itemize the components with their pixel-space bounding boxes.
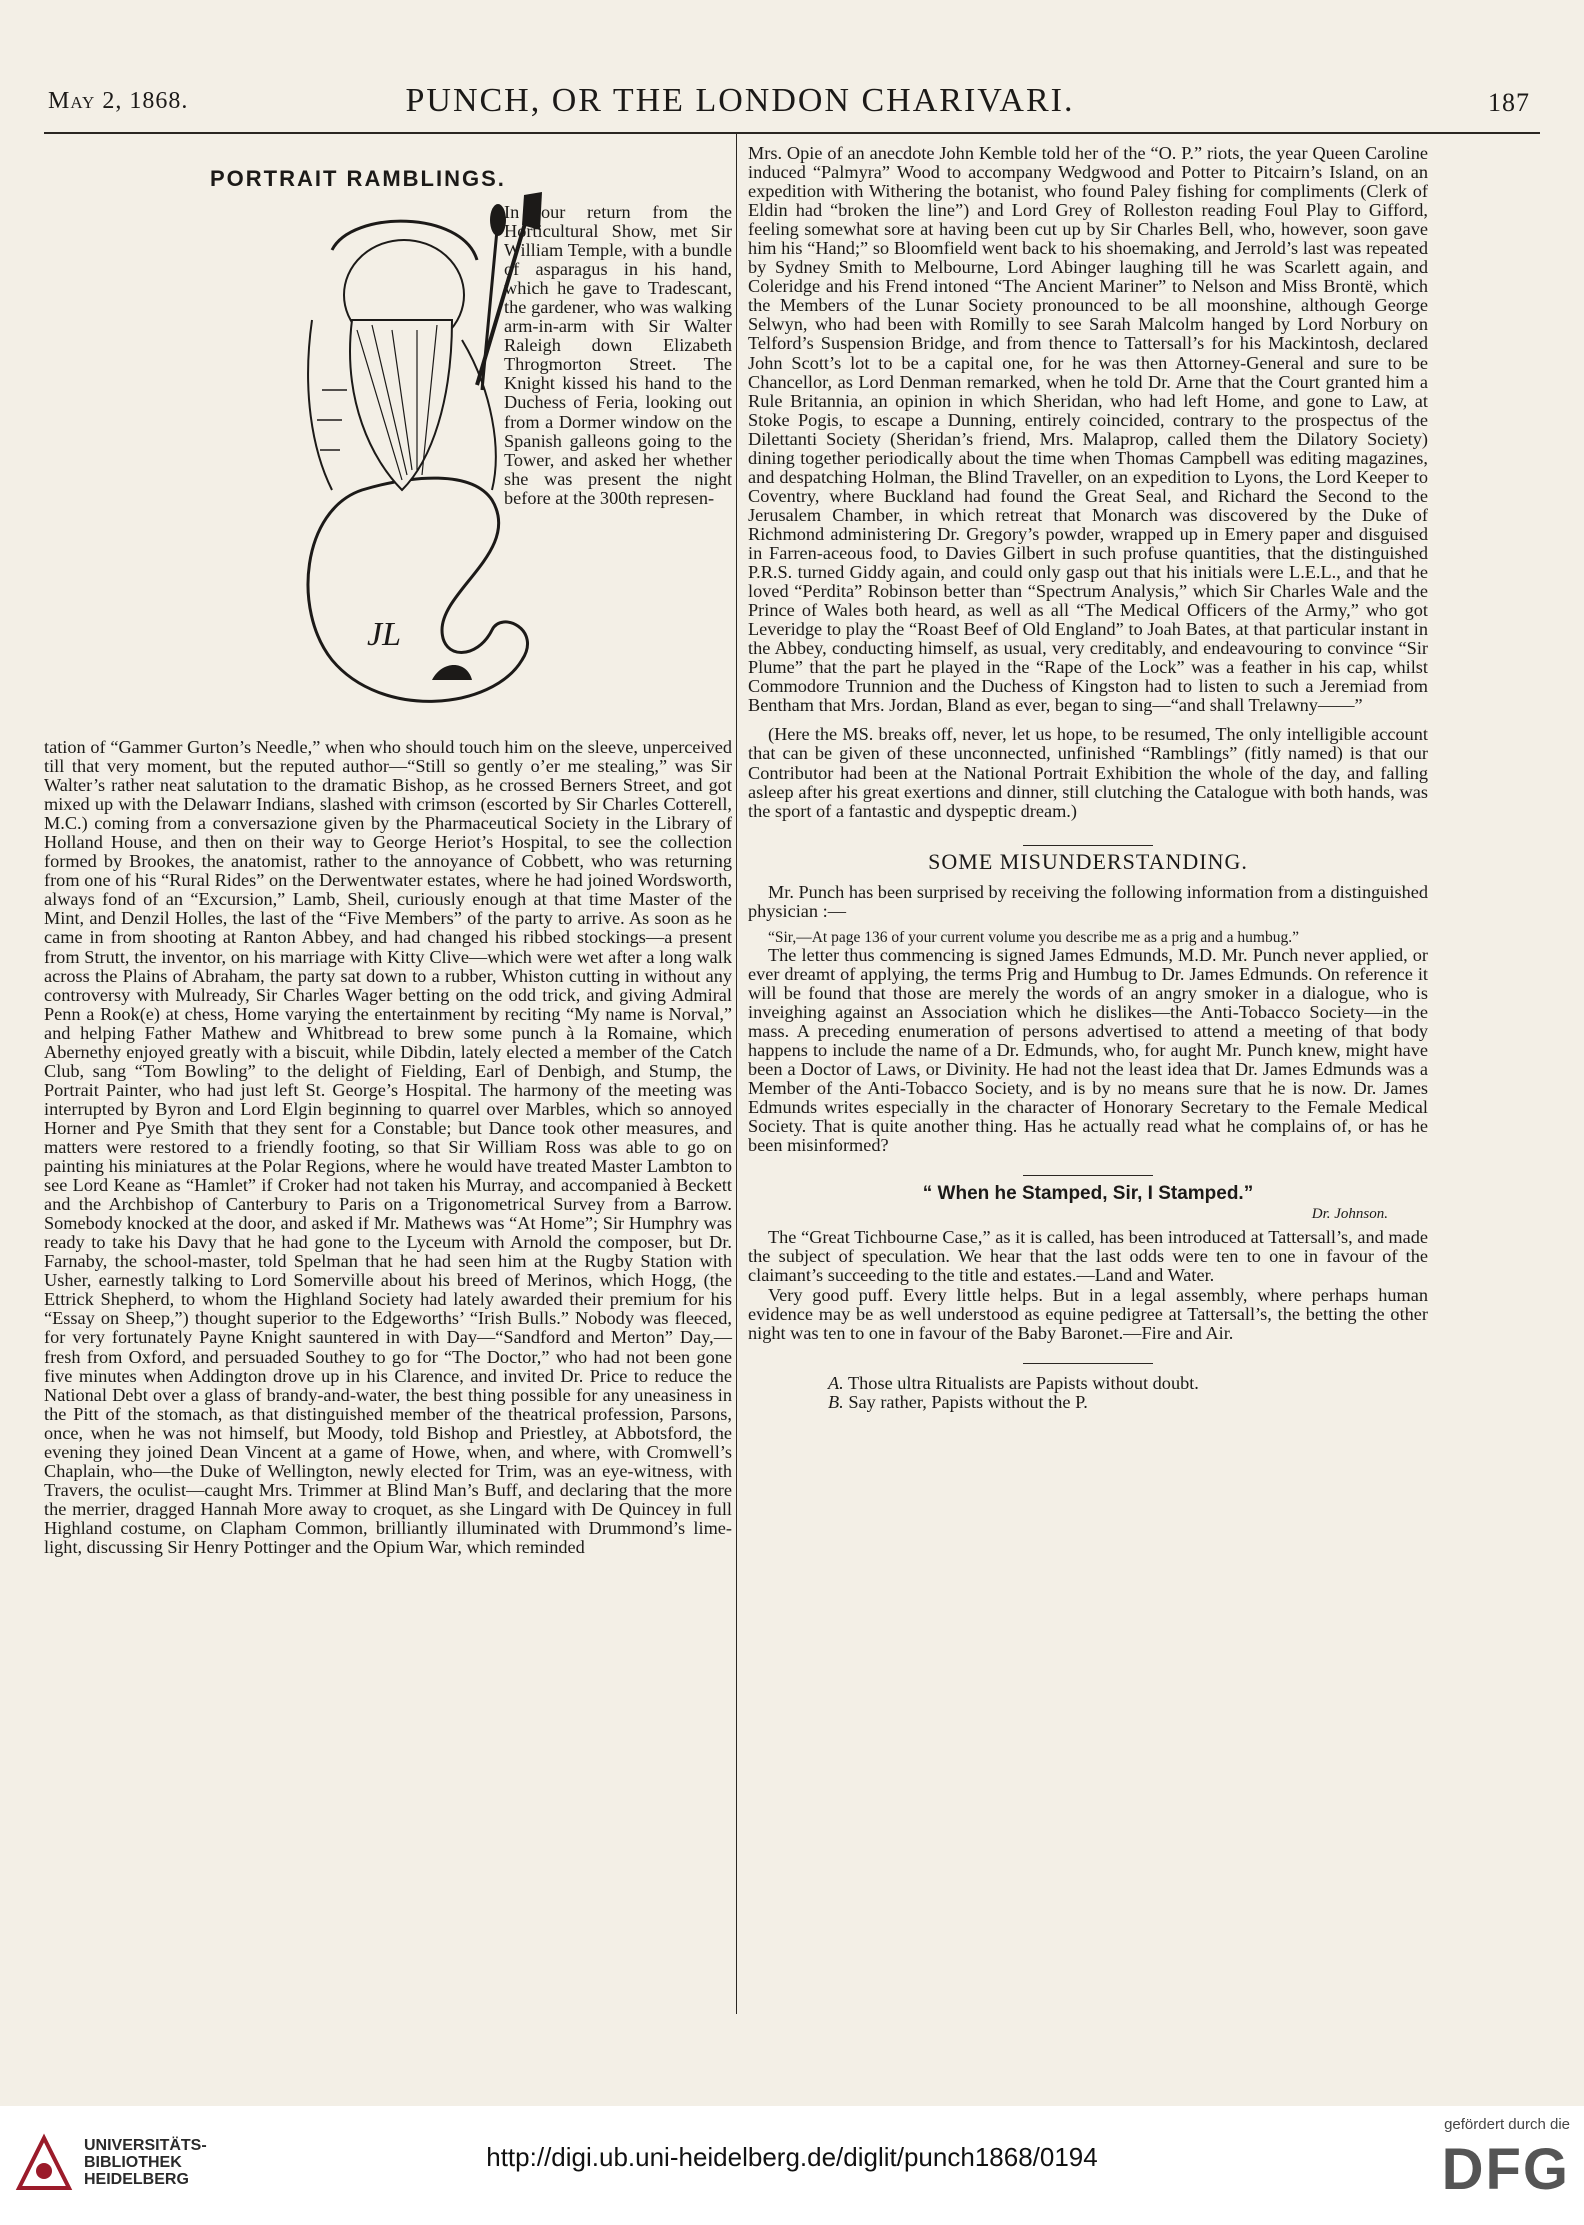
dfg-logo: DFG	[1441, 2137, 1570, 2202]
column-divider	[736, 134, 737, 2014]
section-rule	[1023, 1363, 1153, 1364]
portrait-ramblings-right-continuation: Mrs. Opie of an anecdote John Kemble told her of the “O. P.” riots, the year Queen Caroline induced “Palmyra” Wood to accompany Wedgwood and Potter to Pitcairn’s Island, on an expedition with Withering the botanist, who found Paley fishing for compliments (Clerk of Eldin had “broken the line”) and Lord Grey of Rolleston reading Foul Play to Gifford, feeling somewhat sore at having been cut up by Sir Charles Bell, who, however, soon gave him his “Hand;” so Bloomfield went back to his shoemaking, and Jerrold’s last was repeated by Sydney Smith to Melbourne, Lord Abinger laughing till he was Scarlett again, and Coleridge and his Frend intoned “The Ancient Mariner” to Nelson and Miss Brontë, which the Members of the Lunar Society pronounced to be all moonshine, although George Selwyn, who had been with Romilly to see Sarah Malcolm hanged by Lord Norbury on Telford’s Suspension Bridge, and from thence to Tattersall’s for his Mackintosh, declared John Scott’s lot to be a capital one, for he was then Attorney-General and sure to be Chancellor, as Lord Denman remarked, when he told Dr. Arne that the Court granted him a Rule Britannia, an opinion in which Sheridan, who had left Home, and gone to Law, at Stoke Pogis, to escape a Dunning, entirely coincided, contrary to the prospectus of the Dilettanti Society (Sheridan’s friend, Mrs. Malaprop, called them the Dilatory Society) dining together periodically about the time when Thomas Campbell was editing magazines, and despatching Holman, the Blind Traveller, on an expedition to Lyons, the Lord Keeper to Coventry, where Buckland had found the Great Seal, and Richard the Second to the Jerusalem Chamber, in which retreat that Monarch was discovered by the Duke of Richmond administering Dr. Gregory’s powder, wrapped up in Emery paper and disguised in Farren-aceous food, to Davies Gilbert in such profuse quantities, that the distinguished P.R.S. turned Giddy again, and could only gasp out that his initials were L.E.L., and that he loved “Perdita” Robinson better than “Spectrum Analysis,” which Sir Charles Wale and the Prince of Wales both heard, as well as all “The Medical Officers of the Army,” who got Leveridge to play the “Roast Beef of Old England” to Joah Bates, at that particular instant in the Abbey, conducting himself, as usual, very creditably, and endeavouring to convince “Sir Plume” that the part he played in the “Rape of the Lock” was a feather in his cap, whilst Commodore Trunnion and the Duchess of Kingston had to listen to such a Jeremiad from Bentham that Mrs. Jordan, Bland as ever, began to sing—“and shall Trelawny——”	[748, 143, 1428, 716]
funding-note: gefördert durch die	[1444, 2116, 1570, 2133]
article-heading-stamped: “ When he Stamped, Sir, I Stamped.”	[922, 1183, 1254, 1205]
stamped-attribution: Dr. Johnson.	[1311, 1206, 1388, 1223]
left-column	[44, 738, 732, 1557]
portrait-ramblings-closing-note: (Here the MS. breaks off, never, let us hope, to be resumed, The only intelligible account that can be given of these unconnected, unfinished “Ramblings” (fitly named) is that our Contributor had been at the National Portrait Exhibition the whole of the day, and falling asleep after his great exertions and dinner, still clutching the Catalogue with both hands, was the sport of a fantastic and dyspeptic dream.)	[748, 724, 1428, 821]
right-column	[748, 144, 1428, 1412]
dialogue-line-b	[748, 1393, 1428, 1412]
header-rule	[44, 132, 1540, 134]
article-heading-portrait-ramblings: PORTRAIT RAMBLINGS.	[210, 166, 506, 191]
illustration-initials: JL	[367, 616, 401, 653]
library-line-3: HEIDELBERG	[84, 2171, 189, 2188]
misunderstanding-body: The letter thus commencing is signed James Edmunds, M.D. Mr. Punch never applied, or ever dreamt of applying, the terms Prig and Humbug to Dr. James Edmunds. On reference it will be found that those are merely the words of an angry smoker in a dialogue, who is inveighing against an Association which he dislikes—the Anti-Tobacco Society—in the mass. A preceding enumeration of persons advertised to attend a meeting of that body happens to include the name of a Dr. Edmunds, who, for aught Mr. Punch knew, might have been a Doctor of Laws, or Divinity. He had not the least idea that Dr. James Edmunds was a Member of the Anti-Tobacco Society, and is by no means sure that he is now. Dr. James Edmunds writes especially in the character of Honorary Secretary to the Female Medical Society. That is quite another thing. Has he actually read what he complains of, or has he been misinformed?	[748, 944, 1428, 1156]
dialogue-text-a: Those ultra Ritualists are Papists without doubt.	[848, 1372, 1199, 1393]
speaker-a: A.	[828, 1372, 844, 1393]
intro-paragraph: In our return from the Horticultural Show, met Sir William Temple, with a bundle of asparagus in his hand, which he gave to Tradescant, the gardener, who was walking arm-in-arm with Sir Walter Raleigh down Elizabeth Throgmorton Street. The Knight kissed his hand to the Duchess of Feria, looking out from a Dormer window on the Spanish galleons going to the Tower, and asked her whether she was present the night before at the 300th represen-	[504, 202, 732, 508]
figure-icon	[308, 221, 496, 490]
dialogue-text-b: Say rather, Papists without the P.	[848, 1391, 1088, 1412]
issue-date: May 2, 1868.	[48, 88, 189, 114]
portrait-ramblings-continuation: tation of “Gammer Gurton’s Needle,” when who should touch him on the sleeve, unperceived till that very moment, but the reputed author—“Still so gently o’er me stealing,” was Sir Walter’s rather neat salutation to the dramatic Bishop, as he crossed Berners Street, and got mixed up with the Delawarr Indians, slashed with crimson (escorted by Sir Charles Cotterell, M.C.) coming from a conversazione given by the Pharmaceutical Society in the Library of Holland House, and then on their way to George Heriot’s Hospital, to see the collection formed by Brookes, the anatomist, rather to the annoyance of Cobbett, who was returning from one of his “Rural Rides” on the Derwentwater estates, where he had joined Wordsworth, always fond of an “Excursion,” Lamb, Sheil, curiously enough at that time Master of the Mint, and Denzil Holles, the last of the “Five Members” of the party to arrive. As soon as he came in from shooting at Ranton Abbey, and had changed his ribbed stockings—a present from Strutt, the inventor, on his marriage with Kitty Clive—which were wet after a long walk across the Plains of Abraham, the party sat down to a rubber, Whiston cutting in without any controversy with Mulready, Sir Charles Wager betting on the odd trick, and giving Admiral Penn a Rook(e) at chess, Home varying the entertainment by reciting “My name is Norval,” and helping Father Mathew and Whitbread to brew some punch à la Romaine, which Abernethy enjoyed greatly with a biscuit, while Dibdin, lately elected a member of the Catch Club, sang “Tom Bowling” to the delight of Fielding, Earl of Denbigh, and Stump, the Portrait Painter, who had just left St. George’s Hospital. The harmony of the meeting was interrupted by Byron and Lord Elgin beginning to quarrel over Marbles, which so annoyed Horner and Pye Smith that they sent for a Constable; but Dance took other measures, and matters were restored to a friendly footing, so that Sir William Ross was able to go on painting his miniatures at the Polar Regions, where he would have treated Master Lambton to see Lord Keane as “Hamlet” if Croker had not taken his Murray, and accompanied à Beckett and the Archbishop of Canterbury to Paris on a Trigonometrical Survey from a Barrow. Somebody knocked at the door, and asked if Mr. Mathews was “At Home”; Sir Humphry was ready to take his Davy that he had gone to the Lyceum with Arnold the composer, but Dr. Farnaby, the school-master, told Spelman that he had seen him at the Rugby Station with Usher, earnestly talking to Lord Somerville about his breed of Merinos, which Hogg, (the Ettrick Shepherd, to whom the Highland Society had lately awarded their premium for his “Essay on Sheep,”) thought superior to the Edgeworths’ “Irish Bulls.” Nobody was fleeced, for very fortunately Payne Knight sauntered in with Day—“Sandford and Merton” Day,—fresh from Oxford, and persuaded Southey to go for “The Doctor,” who had not been gone five minutes when Addington drove up in his Clarence, and invited Dr. Price to reduce the National Debt over a glass of brandy-and-water, the best thing possible for any uneasiness in the Pitt of the stomach, as that distinguished member of the theatrical profession, Parsons, once, when he was not himself, but Moody, told Bishop and Priestley, at Abbotsford, the evening they joined Dean Vincent at a game of Howe, when, and where, with Cromwell’s Chaplain, who—the Duke of Wellington, newly elected for Trim, was an eye-witness, with Travers, the oculist—caught Mrs. Trimmer at Blind Man’s Buff, and declaring that the more the merrier, dragged Hannah More away to croquet, as she Lingard with De Quincey in full Highland costume, on Clapham Common, brilliantly illuminated with Drummond’s lime-light, discussing Sir Henry Pottinger and the Opium War, which reminded	[44, 737, 732, 1557]
library-line-2: BIBLIOTHEK	[84, 2154, 182, 2171]
section-rule	[1023, 845, 1153, 846]
library-line-1: UNIVERSITÄTS-	[84, 2137, 207, 2154]
palette-icon	[308, 478, 528, 701]
page-number: 187	[1488, 88, 1530, 117]
stamped-paragraph-2: Very good puff. Every little helps. But in a legal assembly, where perhaps human evidence may be as well understood as equine pedigree at Tattersall’s, the betting the other night was ten to one in favour of the Baby Baronet.—Fire and Air.	[748, 1284, 1428, 1343]
article-heading-misunderstanding: SOME MISUNDERSTANDING.	[928, 848, 1248, 874]
portrait-ramblings-intro	[504, 203, 732, 508]
misunderstanding-intro: Mr. Punch has been surprised by receiving the following information from a distinguished physician :—	[748, 881, 1428, 921]
source-url-link[interactable]: http://digi.ub.uni-heidelberg.de/diglit/punch1868/0194	[486, 2142, 1098, 2172]
misunderstanding-letter: “Sir,—At page 136 of your current volume you describe me as a prig and a humbug.”	[768, 928, 1299, 946]
section-rule	[1023, 1175, 1153, 1176]
stamped-paragraph-1: The “Great Tichbourne Case,” as it is called, has been introduced at Tattersall’s, and made the subject of speculation. We hear that the last odds were ten to one in favour of the claimant’s succeeding to the title and estates.—Land and Water.	[748, 1227, 1428, 1286]
speaker-b: B.	[828, 1391, 844, 1412]
dialogue-line-a	[748, 1374, 1428, 1393]
masthead-title: PUNCH, OR THE LONDON CHARIVARI.	[405, 82, 1075, 119]
